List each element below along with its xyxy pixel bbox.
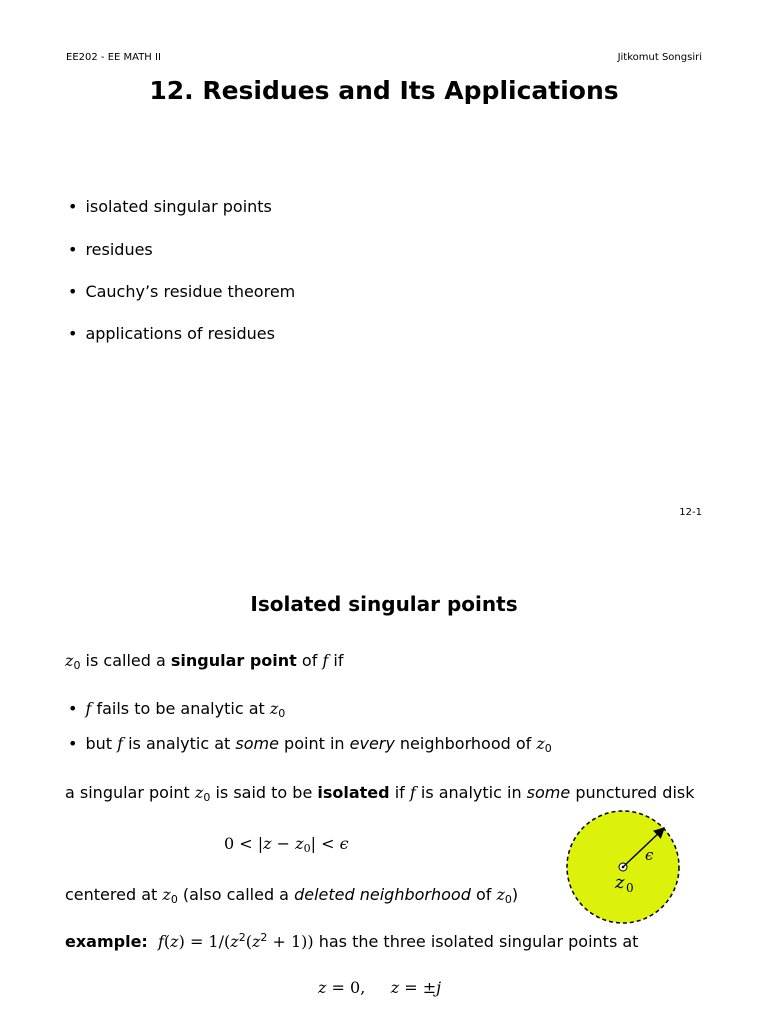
- outline-bullet: • isolated singular points: [68, 197, 272, 216]
- punctured-disk-figure: [560, 806, 688, 930]
- author-header: Jitkomut Songsiri: [617, 52, 702, 63]
- slide2-title: Isolated singular points: [250, 592, 518, 616]
- example-text: example: $f(z) = 1/(z^2(z^2 + 1))$ has the three isolated singular points at: [65, 931, 639, 951]
- outline-item: Cauchy’s residue theorem: [85, 282, 296, 301]
- outline-item: applications of residues: [85, 324, 275, 343]
- outline-bullet: • residues: [68, 240, 153, 259]
- punctured-disk-inequality: $0 < |z - z_0| < \epsilon$: [224, 834, 349, 855]
- deleted-neighborhood-text: centered at $z_0$ (also called a deleted neighborhood of $z_0$): [65, 885, 519, 906]
- outline-bullet: • Cauchy’s residue theorem: [68, 282, 296, 301]
- z0-subscript: 0: [626, 881, 634, 895]
- singular-point-definition: $z_0$ is called a singular point of f if: [65, 651, 344, 672]
- z0-label: z: [615, 872, 625, 893]
- page-number: 12-1: [679, 507, 702, 518]
- condition-bullet-1: • f fails to be analytic at $z_0$: [68, 699, 286, 720]
- outline-item: isolated singular points: [85, 197, 272, 216]
- epsilon-label: ϵ: [645, 846, 654, 864]
- singular-points-list: z = 0, z = ±j: [318, 978, 442, 997]
- course-header: EE202 - EE MATH II: [66, 52, 161, 63]
- isolated-definition: a singular point $z_0$ is said to be isolated if f is analytic in some punctured disk: [65, 783, 695, 804]
- slide1-title: 12. Residues and Its Applications: [149, 76, 619, 105]
- outline-bullet: • applications of residues: [68, 324, 275, 343]
- condition-bullet-2: • but f is analytic at some point in every neighborhood of $z_0$: [68, 734, 552, 755]
- outline-item: residues: [85, 240, 153, 259]
